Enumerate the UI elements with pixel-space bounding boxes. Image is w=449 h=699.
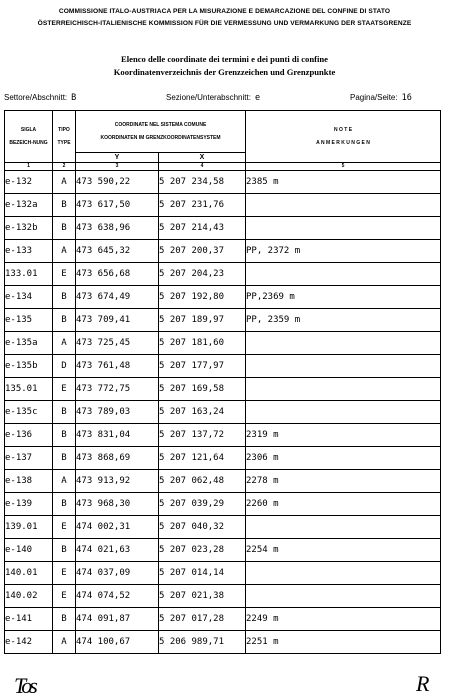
table-row <box>5 539 441 562</box>
point-id: 140.01 <box>5 562 53 585</box>
table-row <box>5 309 441 332</box>
point-note: 2306 m <box>246 447 441 470</box>
coord-x: 5 207 014,14 <box>159 562 246 585</box>
point-note: 2251 m <box>246 631 441 654</box>
coord-y: 474 100,67 <box>76 631 159 654</box>
sector-value: B <box>71 93 77 103</box>
point-note: 2319 m <box>246 424 441 447</box>
column-number-1: 1 <box>5 163 53 171</box>
point-note: 2254 m <box>246 539 441 562</box>
point-type: B <box>53 447 76 470</box>
point-id: e-142 <box>5 631 53 654</box>
table-row <box>5 240 441 263</box>
column-number-2: 2 <box>53 163 76 171</box>
point-type: B <box>53 217 76 240</box>
point-id: 140.02 <box>5 585 53 608</box>
point-id: e-135c <box>5 401 53 424</box>
point-note: PP, 2359 m <box>246 309 441 332</box>
list-title-it: Elenco delle coordinate dei termini e dei punti di confine <box>121 54 328 64</box>
point-type: A <box>53 332 76 355</box>
coord-y: 474 074,52 <box>76 585 159 608</box>
point-type: B <box>53 286 76 309</box>
table-row <box>5 401 441 424</box>
header-tipo-de: TYPE <box>57 139 71 146</box>
table-row <box>5 516 441 539</box>
coord-x: 5 207 163,24 <box>159 401 246 424</box>
column-number-5: 5 <box>246 163 441 171</box>
header-coordinates <box>76 111 246 153</box>
table-row <box>5 171 441 194</box>
signature-right: R <box>416 671 430 696</box>
coord-y: 473 617,50 <box>76 194 159 217</box>
point-type: B <box>53 309 76 332</box>
coord-x: 5 207 017,28 <box>159 608 246 631</box>
column-number-4: 4 <box>159 163 246 171</box>
table-row <box>5 194 441 217</box>
table-row <box>5 631 441 654</box>
point-id: e-135 <box>5 309 53 332</box>
header-tipo-it: TIPO <box>58 126 70 133</box>
point-type: B <box>53 608 76 631</box>
list-title-de: Koordinatenverzeichnis der Grenzzeichen und Grenzpunkte <box>113 67 336 77</box>
table-body <box>5 171 441 654</box>
coord-y: 473 590,22 <box>76 171 159 194</box>
sector-field <box>4 93 76 103</box>
point-note <box>246 585 441 608</box>
point-type: B <box>53 493 76 516</box>
coord-y: 473 645,32 <box>76 240 159 263</box>
coord-y: 474 037,09 <box>76 562 159 585</box>
point-id: e-138 <box>5 470 53 493</box>
point-note: 2260 m <box>246 493 441 516</box>
point-type: B <box>53 539 76 562</box>
point-type: A <box>53 631 76 654</box>
point-id: e-140 <box>5 539 53 562</box>
coord-x: 5 207 039,29 <box>159 493 246 516</box>
commission-title-it: COMMISSIONE ITALO-AUSTRIACA PER LA MISURAZIONE E DEMARCAZIONE DEL CONFINE DI STATO <box>58 8 391 15</box>
point-type: E <box>53 585 76 608</box>
signature-left: Tos <box>14 673 35 698</box>
point-type: E <box>53 562 76 585</box>
point-id: e-132a <box>5 194 53 217</box>
header-coord-de: KOORDINATEN IM GRENZKOORDINATENSYSTEM <box>100 134 221 141</box>
point-id: e-136 <box>5 424 53 447</box>
coord-x: 5 207 231,76 <box>159 194 246 217</box>
sector-label: Settore/Abschnitt: <box>4 93 68 102</box>
subsector-value: e <box>254 93 261 103</box>
header-sigla-de: BEZEICH-NUNG <box>9 139 48 146</box>
coord-x: 5 207 200,37 <box>159 240 246 263</box>
coord-x: 5 207 234,58 <box>159 171 246 194</box>
coord-x: 5 207 204,23 <box>159 263 246 286</box>
header-y: Y <box>76 153 159 163</box>
header-note-it: N O T E <box>333 126 353 133</box>
coord-x: 5 207 192,80 <box>159 286 246 309</box>
point-id: e-132b <box>5 217 53 240</box>
point-id: e-141 <box>5 608 53 631</box>
table-row <box>5 447 441 470</box>
point-note: 2249 m <box>246 608 441 631</box>
coord-x: 5 207 137,72 <box>159 424 246 447</box>
coord-y: 473 674,49 <box>76 286 159 309</box>
point-type: A <box>53 171 76 194</box>
coord-x: 5 207 121,64 <box>159 447 246 470</box>
coord-y: 473 725,45 <box>76 332 159 355</box>
point-note <box>246 378 441 401</box>
point-note: 2278 m <box>246 470 441 493</box>
column-number-3: 3 <box>76 163 159 171</box>
header-sigla-it: SIGLA <box>20 126 37 133</box>
subsector-field <box>166 93 260 103</box>
point-type: E <box>53 516 76 539</box>
coord-x: 5 207 023,28 <box>159 539 246 562</box>
header-tipo <box>53 111 76 163</box>
point-note <box>246 332 441 355</box>
point-note <box>246 355 441 378</box>
page-value: 16 <box>401 93 412 103</box>
coord-x: 5 207 177,97 <box>159 355 246 378</box>
point-type: B <box>53 194 76 217</box>
point-id: 135.01 <box>5 378 53 401</box>
point-note <box>246 194 441 217</box>
point-id: e-133 <box>5 240 53 263</box>
point-note <box>246 562 441 585</box>
header-note-de: A N M E R K U N G E N <box>316 139 370 146</box>
point-id: e-134 <box>5 286 53 309</box>
table-row <box>5 585 441 608</box>
coord-x: 5 207 189,97 <box>159 309 246 332</box>
point-note <box>246 516 441 539</box>
point-type: A <box>53 470 76 493</box>
coord-y: 473 868,69 <box>76 447 159 470</box>
table-row <box>5 332 441 355</box>
table-row <box>5 424 441 447</box>
table-row <box>5 217 441 240</box>
coord-x: 5 207 040,32 <box>159 516 246 539</box>
coord-y: 473 831,04 <box>76 424 159 447</box>
page-number-field <box>350 93 412 103</box>
point-note <box>246 263 441 286</box>
header-sigla <box>5 111 53 163</box>
coord-y: 473 656,68 <box>76 263 159 286</box>
point-note <box>246 217 441 240</box>
table-row <box>5 378 441 401</box>
point-type: B <box>53 424 76 447</box>
point-note <box>246 401 441 424</box>
coord-x: 5 207 169,58 <box>159 378 246 401</box>
point-note: 2385 m <box>246 171 441 194</box>
table-row <box>5 286 441 309</box>
point-type: E <box>53 263 76 286</box>
commission-title-de: ÖSTERREICHISCH-ITALIENISCHE KOMMISSION FÜR DIE VERMESSUNG UND VERMARKUNG DER STAATSGRENZE <box>37 20 412 27</box>
point-type: A <box>53 240 76 263</box>
point-note: PP, 2372 m <box>246 240 441 263</box>
coord-x: 5 206 989,71 <box>159 631 246 654</box>
table-row <box>5 355 441 378</box>
table-row <box>5 562 441 585</box>
coord-x: 5 207 021,38 <box>159 585 246 608</box>
point-note: PP,2369 m <box>246 286 441 309</box>
coord-y: 473 968,30 <box>76 493 159 516</box>
point-type: D <box>53 355 76 378</box>
table-row <box>5 608 441 631</box>
header-x: X <box>159 153 246 163</box>
coord-x: 5 207 062,48 <box>159 470 246 493</box>
coord-y: 473 772,75 <box>76 378 159 401</box>
coord-y: 473 789,03 <box>76 401 159 424</box>
table-row <box>5 470 441 493</box>
coord-y: 474 021,63 <box>76 539 159 562</box>
coord-y: 474 091,87 <box>76 608 159 631</box>
point-id: e-139 <box>5 493 53 516</box>
header-coord-it: COORDINATE NEL SISTEMA COMUNE <box>114 121 207 128</box>
point-type: B <box>53 401 76 424</box>
point-id: e-135a <box>5 332 53 355</box>
subsector-label: Sezione/Unterabschnitt: <box>166 93 251 102</box>
coord-x: 5 207 214,43 <box>159 217 246 240</box>
coord-y: 473 761,48 <box>76 355 159 378</box>
point-id: 133.01 <box>5 263 53 286</box>
point-type: E <box>53 378 76 401</box>
header-notes <box>246 111 441 163</box>
table-row <box>5 493 441 516</box>
point-id: 139.01 <box>5 516 53 539</box>
coord-y: 474 002,31 <box>76 516 159 539</box>
point-id: e-137 <box>5 447 53 470</box>
coordinates-table <box>4 110 441 654</box>
coord-y: 473 638,96 <box>76 217 159 240</box>
page-label: Pagina/Seite: <box>350 93 398 102</box>
point-id: e-132 <box>5 171 53 194</box>
coord-x: 5 207 181,60 <box>159 332 246 355</box>
coord-y: 473 709,41 <box>76 309 159 332</box>
table-row <box>5 263 441 286</box>
coord-y: 473 913,92 <box>76 470 159 493</box>
point-id: e-135b <box>5 355 53 378</box>
